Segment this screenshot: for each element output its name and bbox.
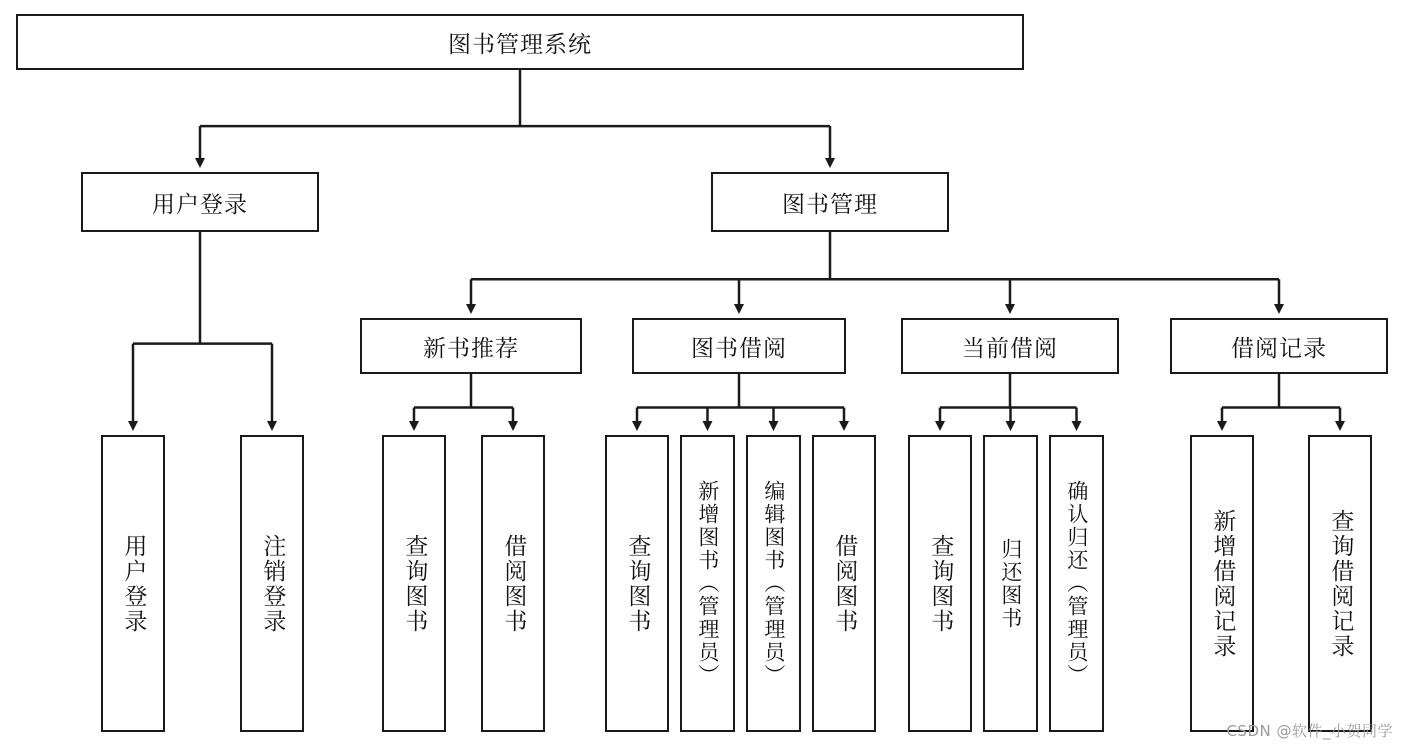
diagram-node-l2: 注销登录: [240, 435, 304, 732]
diagram-node-r1: 新增借阅记录: [1190, 435, 1254, 732]
diagram-node-login: 用户登录: [81, 172, 319, 232]
diagram-node-newbook: 新书推荐: [360, 318, 582, 374]
diagram-node-n2: 借阅图书: [481, 435, 545, 732]
diagram-node-c2: 归还图书: [983, 435, 1038, 732]
diagram-node-b1: 查询图书: [605, 435, 669, 732]
diagram-node-b4: 借阅图书: [812, 435, 876, 732]
diagram-node-r2: 查询借阅记录: [1308, 435, 1372, 732]
diagram-node-current: 当前借阅: [901, 318, 1119, 374]
diagram-node-b2: 新增图书（管理员）: [680, 435, 735, 732]
diagram-node-records: 借阅记录: [1170, 318, 1388, 374]
diagram-node-l1: 用户登录: [101, 435, 165, 732]
diagram-node-root: 图书管理系统: [16, 14, 1024, 70]
watermark-text: CSDN @软件_小贺同学: [1226, 722, 1393, 740]
diagram-node-b3: 编辑图书（管理员）: [746, 435, 801, 732]
diagram-node-n1: 查询图书: [382, 435, 446, 732]
diagram-node-borrow: 图书借阅: [632, 318, 846, 374]
diagram-node-c3: 确认归还（管理员）: [1049, 435, 1104, 732]
diagram-node-c1: 查询图书: [908, 435, 972, 732]
diagram-node-bookmgmt: 图书管理: [711, 172, 949, 232]
